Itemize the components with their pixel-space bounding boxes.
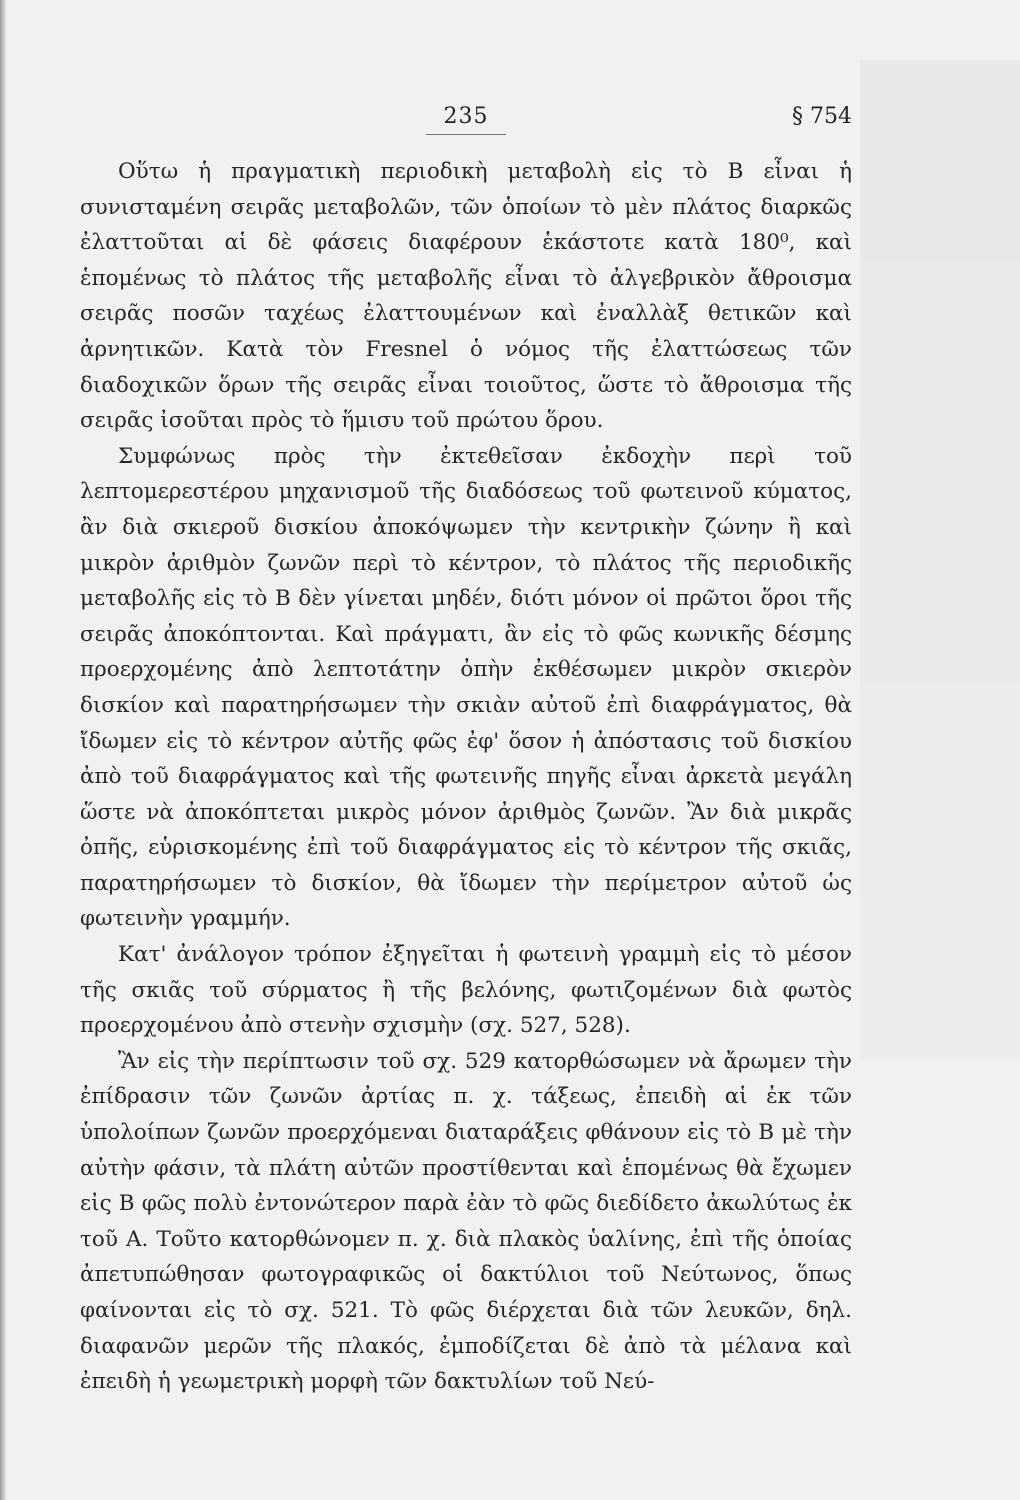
paragraph-2: Συμφώνως πρὸς τὴν ἐκτεθεῖσαν ἐκδοχὴν περὶ τοῦ λεπτομερεστέρου μηχανισμοῦ τῆς διαδόσεως τοῦ φωτεινοῦ κύματος, ἂν διὰ σκιεροῦ δισκίου ἀποκόψωμεν τὴν κεντρικὴν ζώνην ἢ καὶ μικρὸν ἀριθμὸν ζωνῶν περὶ τὸ κέντρον, τὸ πλάτος τῆς περιοδικῆς μεταβολῆς εἰς τὸ Β δὲν γίνεται μηδέν, διότι μόνον οἱ πρῶτοι ὅροι τῆς σειρᾶς ἀποκόπτονται. Καὶ πράγματι, ἂν εἰς τὸ φῶς κωνικῆς δέσμης προερχομένης ἀπὸ λεπτοτάτην ὀπὴν ἐκθέσωμεν μικρὸν σκιερὸν δισκίον καὶ παρατηρήσωμεν τὴν σκιὰν αὐτοῦ ἐπὶ διαφράγματος, θὰ ἴδωμεν εἰς τὸ κέντρον αὐτῆς φῶς ἐφ' ὅσον ἡ ἀπόστασις τοῦ δισκίου ἀπὸ τοῦ διαφράγματος καὶ τῆς φωτεινῆς πηγῆς εἶναι ἀρκετὰ μεγάλη ὥστε νὰ ἀποκόπτεται μικρὸς μόνον ἀριθμὸς ζωνῶν. Ἂν διὰ μικρᾶς ὀπῆς, εὑρισκομένης ἐπὶ τοῦ διαφράγματος εἰς τὸ κέντρον τῆς σκιᾶς, παρατηρήσωμεν τὸ δισκίον, θὰ ἴδωμεν τὴν περίμετρον αὐτοῦ ὡς φωτεινὴν γραμμήν. <box>80 443 852 932</box>
body-text <box>80 154 852 1400</box>
paragraph-3: Κατ' ἀνάλογον τρόπον ἐξηγεῖται ἡ φωτεινὴ γραμμὴ εἰς τὸ μέσον τῆς σκιᾶς τοῦ σύρματος ἢ τῆς βελόνης, φωτιζομένων διὰ φωτὸς προερχομένου ἀπὸ στενὴν σχισμὴν (σχ. 527, 528). <box>80 942 852 1039</box>
page-binding-edge <box>0 0 6 1500</box>
paragraph-1: Οὕτω ἡ πραγματικὴ περιοδικὴ μεταβολὴ εἰς τὸ Β εἶναι ἡ συνισταμένη σειρᾶς μεταβολῶν, τῶν ὁποίων τὸ μὲν πλάτος διαρκῶς ἐλαττοῦται αἱ δὲ φάσεις διαφέρουν ἑκάστοτε κατὰ 180⁰, καὶ ἑπομένως τὸ πλάτος τῆς μεταβολῆς εἶναι τὸ ἀλγεβρικὸν ἄθροισμα σειρᾶς ποσῶν ταχέως ἐλαττουμένων καὶ ἐναλλὰξ θετικῶν καὶ ἀρνητικῶν. Κατὰ τὸν Fresnel ὁ νόμος τῆς ἐλαττώσεως τῶν διαδοχικῶν ὅρων τῆς σειρᾶς εἶναι τοιοῦτος, ὥστε τὸ ἄθροισμα τῆς σειρᾶς ἰσοῦται πρὸς τὸ ἥμισυ τοῦ πρώτου ὅρου. <box>80 159 852 434</box>
paragraph-4: Ἂν εἰς τὴν περίπτωσιν τοῦ σχ. 529 κατορθώσωμεν νὰ ἄρωμεν τὴν ἐπίδρασιν τῶν ζωνῶν ἀρτίας π. χ. τάξεως, ἐπειδὴ αἱ ἐκ τῶν ὑπολοίπων ζωνῶν προερχόμεναι διαταράξεις φθάνουν εἰς τὸ Β μὲ τὴν αὐτὴν φάσιν, τὰ πλάτη αὐτῶν προστίθενται καὶ ἑπομένως θὰ ἔχωμεν εἰς Β φῶς πολὺ ἐντονώτερον παρὰ ἐὰν τὸ φῶς διεδίδετο ἀκωλύτως ἐκ τοῦ Α. Τοῦτο κατορθώνομεν π. χ. διὰ πλακὸς ὑαλίνης, ἐπὶ τῆς ὁποίας ἀπετυπώθησαν φωτογραφικῶς οἱ δακτύλιοι τοῦ Νεύτωνος, ὅπως φαίνονται εἰς τὸ σχ. 521. Τὸ φῶς διέρχεται διὰ τῶν λευκῶν, δηλ. διαφανῶν μερῶν τῆς πλακός, ἐμποδίζεται δὲ ἀπὸ τὰ μέλανα καὶ ἐπειδὴ ἡ γεωμετρικὴ μορφὴ τῶν δακτυλίων τοῦ Νεύ- <box>80 1048 852 1395</box>
page-number-rule <box>426 134 506 135</box>
reverse-side-bleed <box>860 60 1020 1060</box>
page-number: 235 <box>443 104 489 129</box>
page-header <box>80 100 852 134</box>
section-number: § 754 <box>792 104 852 129</box>
